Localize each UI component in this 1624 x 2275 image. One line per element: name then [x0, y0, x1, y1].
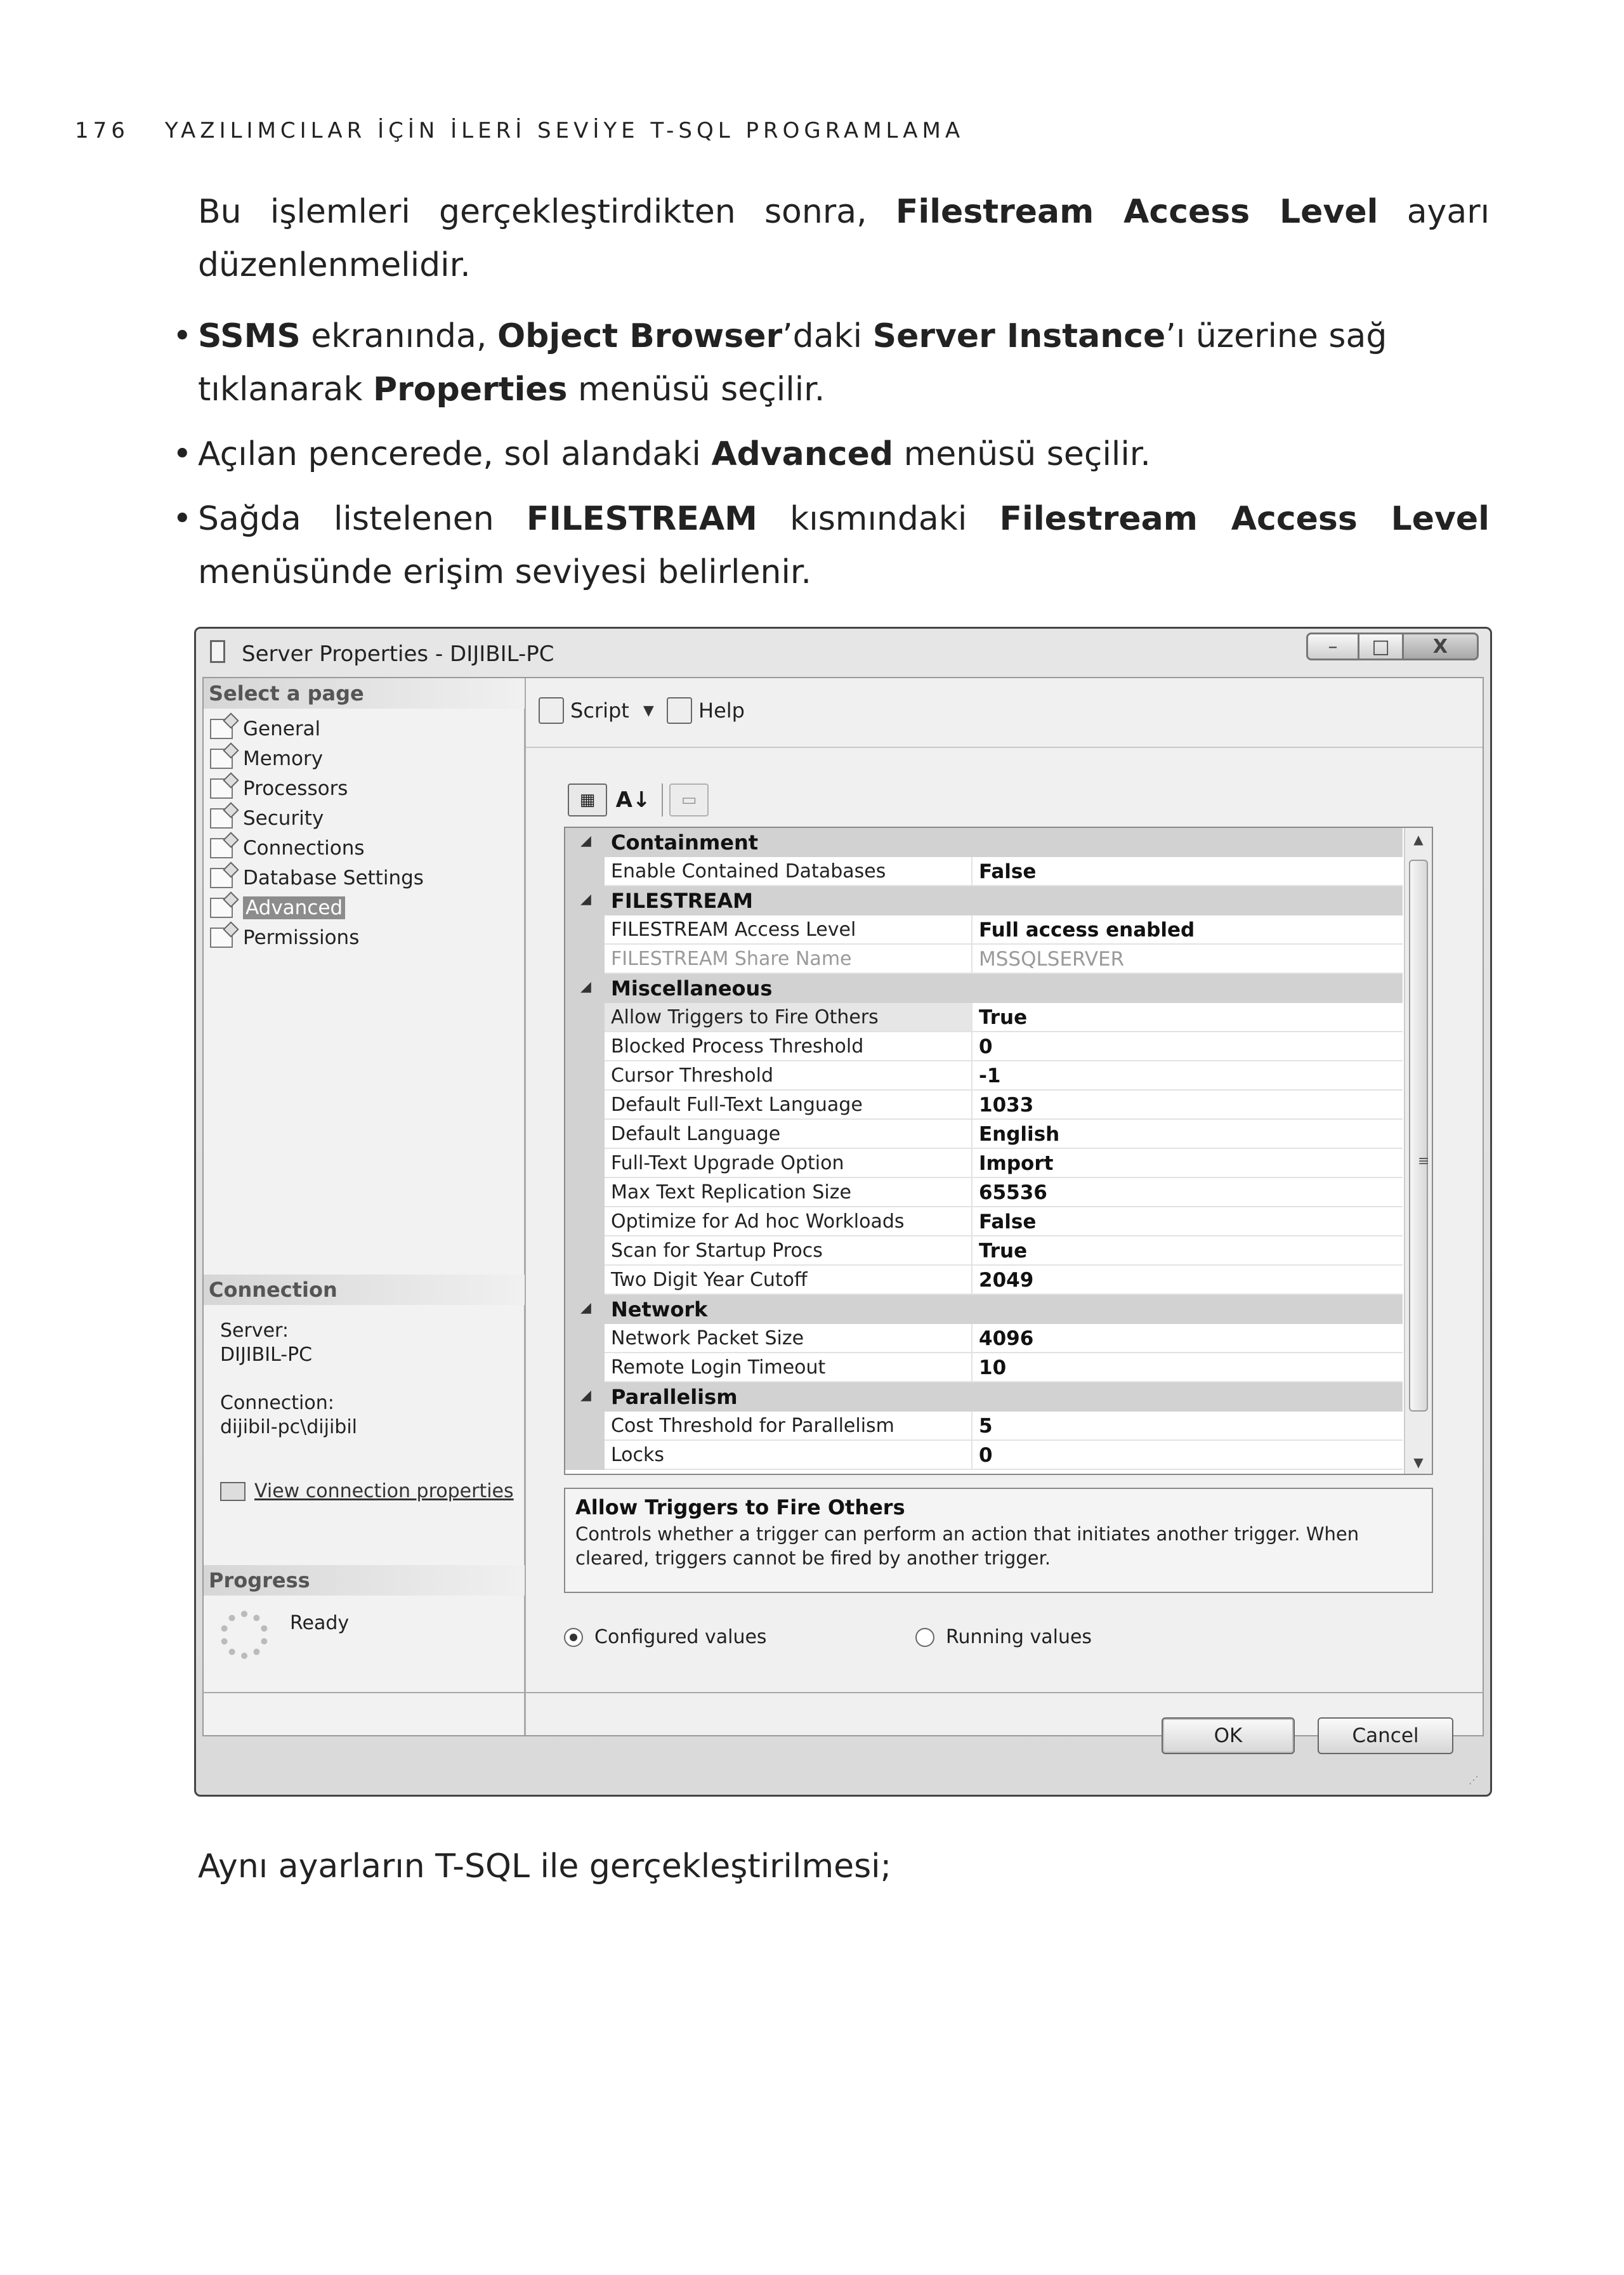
property-value[interactable]: False	[972, 1207, 1403, 1236]
closing-paragraph: Aynı ayarların T-SQL ile gerçekleştirilmesi;	[198, 1847, 892, 1885]
bullet-text: ’ı üzerine sağ tıklanarak	[198, 317, 1387, 409]
page-icon	[210, 928, 233, 948]
property-value[interactable]: 10	[972, 1353, 1403, 1382]
property-row[interactable]	[565, 1207, 1403, 1236]
page-item-label: Memory	[243, 747, 324, 770]
row-gutter	[565, 1003, 605, 1032]
bullet-text: menüsü seçilir.	[567, 370, 825, 409]
category-label: Network	[611, 1297, 708, 1321]
property-name: Locks	[605, 1441, 972, 1470]
property-name: Optimize for Ad hoc Workloads	[605, 1207, 972, 1236]
maximize-button[interactable]: □	[1359, 633, 1404, 660]
view-connection-properties-link[interactable]	[220, 1480, 514, 1502]
page-icon	[210, 868, 233, 888]
row-gutter	[565, 1061, 605, 1091]
progress-status: Ready	[290, 1612, 350, 1634]
page-list	[210, 714, 424, 952]
property-row[interactable]	[565, 1091, 1403, 1120]
property-value[interactable]: False	[972, 857, 1403, 886]
window-icon	[210, 640, 225, 663]
link-label: View connection properties	[254, 1480, 514, 1502]
bullet-dot: •	[173, 317, 192, 355]
property-name: Two Digit Year Cutoff	[605, 1266, 972, 1295]
page-icon	[210, 808, 233, 829]
page-item-database-settings[interactable]	[210, 863, 424, 893]
page-icon	[210, 778, 233, 799]
property-row[interactable]	[565, 1412, 1403, 1441]
collapse-arrow-icon[interactable]: ◢	[580, 1387, 591, 1403]
page-item-security[interactable]	[210, 803, 424, 833]
property-name: Full-Text Upgrade Option	[605, 1149, 972, 1178]
scroll-grip-icon: ≡	[1418, 1153, 1430, 1169]
chevron-down-icon[interactable]: ▼	[643, 702, 654, 719]
bullet-item	[173, 428, 1490, 481]
configured-values-label: Configured values	[594, 1626, 767, 1648]
category-row[interactable]	[565, 974, 1403, 1003]
property-row[interactable]	[565, 915, 1403, 945]
right-pane	[526, 678, 1483, 1648]
resize-grip-icon[interactable]: ⋰	[1469, 1774, 1479, 1786]
property-row[interactable]	[565, 1236, 1403, 1266]
intro-bold-1: Filestream Access Level	[895, 193, 1378, 231]
page-icon	[210, 898, 233, 918]
server-label: Server:	[220, 1320, 289, 1342]
property-name: Network Packet Size	[605, 1324, 972, 1353]
property-row[interactable]	[565, 1032, 1403, 1061]
intro-paragraph	[198, 185, 1490, 292]
running-title: YAZILIMCILAR İÇİN İLERİ SEVİYE T-SQL PROGRAMLAMA	[164, 118, 965, 143]
row-gutter	[565, 1149, 605, 1178]
ok-button[interactable]: OK	[1162, 1717, 1295, 1754]
property-value[interactable]: -1	[972, 1061, 1403, 1091]
row-gutter	[565, 945, 605, 974]
property-pages-button[interactable]: ▭	[669, 783, 709, 816]
property-value[interactable]: 0	[972, 1441, 1403, 1470]
property-row[interactable]	[565, 1120, 1403, 1149]
page-item-label: Advanced	[243, 896, 345, 919]
row-gutter	[565, 915, 605, 945]
bullet-text: kısmındaki	[757, 500, 1000, 538]
property-value[interactable]: 1033	[972, 1091, 1403, 1120]
minimize-button[interactable]: –	[1306, 633, 1359, 660]
bullet-text: menüsünde erişim seviyesi belirlenir.	[198, 553, 812, 591]
vertical-scrollbar[interactable]	[1404, 828, 1432, 1474]
select-page-header: Select a page	[204, 678, 525, 709]
property-name: Cursor Threshold	[605, 1061, 972, 1091]
title-bar[interactable]	[196, 629, 1490, 677]
running-header	[75, 118, 964, 143]
property-name: Enable Contained Databases	[605, 857, 972, 886]
script-label: Script	[570, 698, 629, 723]
close-button[interactable]: X	[1404, 633, 1479, 660]
property-name: Max Text Replication Size	[605, 1178, 972, 1207]
page-item-label: Database Settings	[243, 866, 424, 889]
categorized-button[interactable]: ▦	[568, 783, 607, 816]
property-row[interactable]	[565, 857, 1403, 886]
description-title: Allow Triggers to Fire Others	[575, 1495, 905, 1519]
property-value[interactable]: 0	[972, 1032, 1403, 1061]
scroll-up-icon[interactable]: ▲	[1413, 832, 1424, 847]
connection-properties-icon	[220, 1482, 246, 1501]
bullet-text: ekranında,	[300, 317, 497, 355]
page-icon	[210, 838, 233, 858]
property-row[interactable]	[565, 1061, 1403, 1091]
connection-header: Connection	[204, 1275, 525, 1305]
connection-info	[220, 1391, 357, 1439]
window-title: Server Properties - DIJIBIL-PC	[242, 641, 554, 667]
page-item-processors[interactable]	[210, 773, 424, 803]
page-item-label: Security	[243, 806, 324, 830]
bullet-bold: FILESTREAM	[526, 500, 757, 538]
page-item-label: Permissions	[243, 926, 360, 949]
page-item-advanced[interactable]	[210, 893, 424, 922]
bullet-item	[173, 492, 1490, 599]
property-grid-toolbar	[568, 783, 715, 816]
row-gutter	[565, 1353, 605, 1382]
property-value[interactable]: English	[972, 1120, 1403, 1149]
category-row[interactable]	[565, 1295, 1403, 1324]
page-item-permissions[interactable]	[210, 922, 424, 952]
property-grid	[564, 827, 1433, 1475]
bullet-item	[173, 310, 1490, 416]
property-name: FILESTREAM Access Level	[605, 915, 972, 945]
page-item-label: Connections	[243, 836, 365, 860]
page-number: 176	[75, 118, 129, 143]
scroll-down-icon[interactable]: ▼	[1413, 1455, 1424, 1470]
category-row[interactable]	[565, 1382, 1403, 1412]
help-icon	[667, 697, 692, 724]
bullet-dot: •	[173, 435, 192, 473]
collapse-arrow-icon[interactable]: ◢	[580, 1300, 591, 1316]
property-value[interactable]: MSSQLSERVER	[972, 945, 1403, 974]
collapse-arrow-icon[interactable]: ◢	[580, 891, 591, 907]
page-item-memory[interactable]	[210, 744, 424, 773]
row-gutter	[565, 1441, 605, 1470]
radio-checked-icon[interactable]	[564, 1628, 583, 1647]
scroll-thumb[interactable]	[1409, 860, 1428, 1412]
row-gutter	[565, 857, 605, 886]
property-value[interactable]: True	[972, 1003, 1403, 1032]
intro-text-2: ayarı düzenlenmelidir.	[198, 193, 1490, 284]
bullet-bold: Server Instance	[872, 317, 1166, 355]
property-name: Blocked Process Threshold	[605, 1032, 972, 1061]
help-button[interactable]	[667, 697, 745, 724]
server-properties-dialog	[194, 627, 1492, 1797]
property-name: FILESTREAM Share Name	[605, 945, 972, 974]
category-row[interactable]	[565, 886, 1403, 915]
property-name: Scan for Startup Procs	[605, 1236, 972, 1266]
bullet-bold: SSMS	[198, 317, 301, 355]
property-row[interactable]	[565, 945, 1403, 974]
property-value[interactable]: True	[972, 1236, 1403, 1266]
collapse-arrow-icon[interactable]: ◢	[580, 979, 591, 995]
progress-spinner-icon	[220, 1611, 268, 1659]
property-row[interactable]	[565, 1178, 1403, 1207]
row-gutter	[565, 1207, 605, 1236]
category-label: Containment	[611, 830, 759, 855]
bullet-text: Açılan pencerede, sol alandaki	[198, 435, 712, 473]
alphabetical-sort-button[interactable]: A↓	[615, 787, 651, 813]
page-icon	[210, 719, 233, 739]
property-row[interactable]	[565, 1324, 1403, 1353]
category-label: FILESTREAM	[611, 889, 753, 913]
category-label: Miscellaneous	[611, 976, 773, 1000]
bullet-bold: Object Browser	[497, 317, 783, 355]
property-value[interactable]: Import	[972, 1149, 1403, 1178]
server-info	[220, 1319, 312, 1367]
property-row[interactable]	[565, 1149, 1403, 1178]
row-gutter	[565, 1120, 605, 1149]
bullet-bold: Advanced	[711, 435, 894, 473]
progress-header: Progress	[204, 1565, 525, 1596]
page-item-connections[interactable]	[210, 833, 424, 863]
help-label: Help	[698, 698, 745, 723]
property-name: Default Full-Text Language	[605, 1091, 972, 1120]
category-label: Parallelism	[611, 1385, 738, 1409]
page-item-label: General	[243, 717, 321, 740]
radio-unchecked-icon[interactable]	[915, 1628, 934, 1647]
property-value[interactable]: 5	[972, 1412, 1403, 1441]
bullet-bold: Properties	[372, 370, 568, 409]
script-icon	[539, 697, 564, 724]
property-row[interactable]	[565, 1353, 1403, 1382]
category-row[interactable]	[565, 828, 1403, 857]
property-row[interactable]	[565, 1266, 1403, 1295]
row-gutter	[565, 1236, 605, 1266]
page-icon	[210, 749, 233, 769]
bullet-text: menüsü seçilir.	[893, 435, 1151, 473]
cancel-button[interactable]: Cancel	[1318, 1717, 1453, 1754]
row-gutter	[565, 1412, 605, 1441]
page-item-general[interactable]	[210, 714, 424, 744]
toolbar-separator	[662, 783, 663, 816]
property-value[interactable]: 2049	[972, 1266, 1403, 1295]
bullet-text: ’daki	[782, 317, 873, 355]
row-gutter	[565, 1266, 605, 1295]
row-gutter	[565, 1178, 605, 1207]
script-button[interactable]	[539, 697, 654, 724]
bullet-dot: •	[173, 500, 192, 538]
connection-label: Connection:	[220, 1392, 334, 1414]
left-pane	[204, 678, 526, 1735]
running-values-option[interactable]	[915, 1626, 1092, 1648]
connection-value: dijibil-pc\dijibil	[220, 1416, 357, 1438]
bullet-text: Sağda listelenen	[198, 500, 527, 538]
collapse-arrow-icon[interactable]: ◢	[580, 833, 591, 849]
page-item-label: Processors	[243, 777, 348, 800]
description-text: Controls whether a trigger can perform an action that initiates another trigger. When cleared, triggers cannot be fired by another trigger.	[575, 1523, 1359, 1569]
window-controls	[1306, 633, 1479, 660]
row-gutter	[565, 1324, 605, 1353]
row-gutter	[565, 1032, 605, 1061]
property-name: Allow Triggers to Fire Others	[605, 1003, 972, 1032]
intro-text-1: Bu işlemleri gerçekleştirdikten sonra,	[198, 193, 896, 231]
property-name: Default Language	[605, 1120, 972, 1149]
server-value: DIJIBIL-PC	[220, 1344, 313, 1366]
dialog-client-area	[202, 677, 1484, 1736]
dialog-toolbar	[526, 678, 1483, 748]
row-gutter	[565, 1091, 605, 1120]
property-value[interactable]: 65536	[972, 1178, 1403, 1207]
property-row[interactable]	[565, 1441, 1403, 1470]
property-value[interactable]: Full access enabled	[972, 915, 1403, 945]
dialog-button-bar	[202, 1692, 1484, 1787]
description-panel	[564, 1488, 1433, 1593]
configured-values-option[interactable]	[564, 1626, 767, 1648]
bullet-bold: Filestream Access Level	[999, 500, 1490, 538]
property-name: Cost Threshold for Parallelism	[605, 1412, 972, 1441]
property-value[interactable]: 4096	[972, 1324, 1403, 1353]
running-values-label: Running values	[946, 1626, 1092, 1648]
property-row[interactable]	[565, 1003, 1403, 1032]
property-name: Remote Login Timeout	[605, 1353, 972, 1382]
